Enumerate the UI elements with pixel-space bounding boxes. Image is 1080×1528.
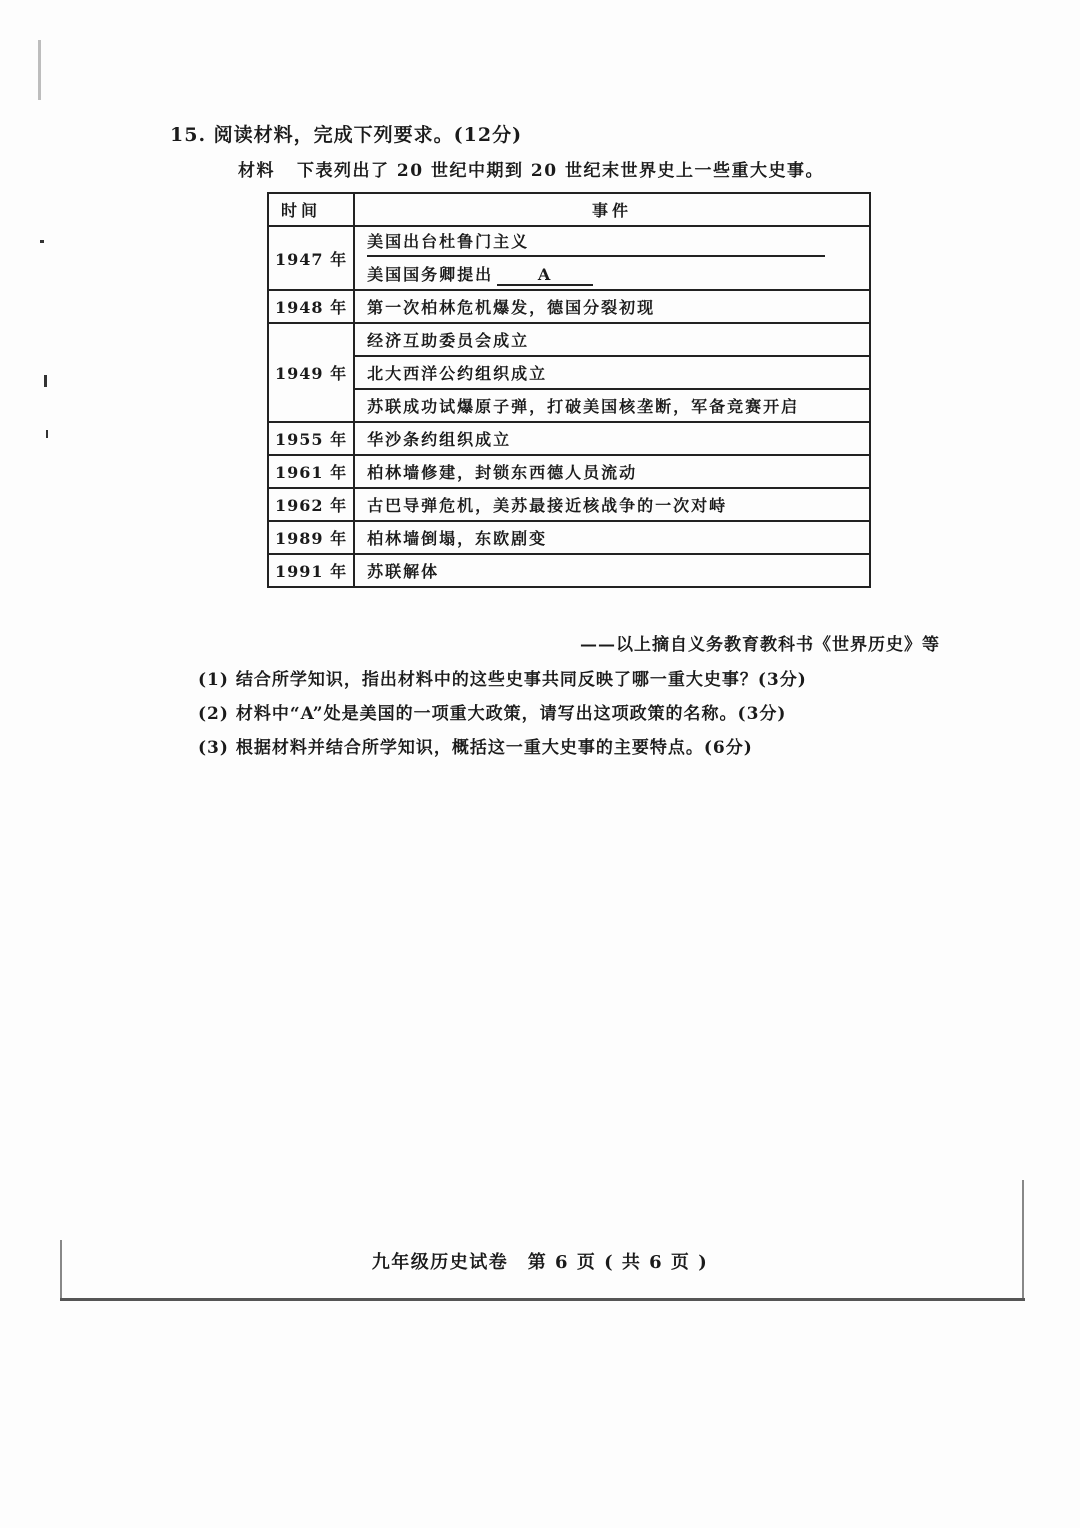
event-cell: [354, 258, 870, 290]
subquestion-1: (1) 结合所学知识，指出材料中的这些史事共同反映了哪一重大史事？(3分): [198, 670, 807, 690]
table-row: [268, 258, 870, 290]
year-cell: 1991 年: [268, 554, 354, 587]
table-row: [268, 290, 870, 323]
question-title: 15. 阅读材料，完成下列要求。(12分): [170, 124, 523, 146]
table-row: [268, 323, 870, 356]
subquestion-3: (3) 根据材料并结合所学知识，概括这一重大史事的主要特点。(6分): [198, 738, 753, 758]
page-footer: 九年级历史试卷 第 6 页 ( 共 6 页 ): [371, 1252, 709, 1273]
event-cell: 经济互助委员会成立: [354, 323, 870, 356]
table-row: [268, 226, 870, 258]
answer-blank-a: A: [497, 266, 593, 286]
scan-border-left: [60, 1240, 62, 1300]
material-intro: [238, 156, 824, 181]
table-row: [268, 422, 870, 455]
year-cell: 1961 年: [268, 455, 354, 488]
material-label: 材料: [238, 161, 275, 181]
table-row: [268, 554, 870, 587]
event-cell: 柏林墙倒塌，东欧剧变: [354, 521, 870, 554]
event-cell: 柏林墙修建，封锁东西德人员流动: [354, 455, 870, 488]
event-cell: [354, 226, 870, 258]
table-header-row: [268, 193, 870, 226]
event-cell: 第一次柏林危机爆发，德国分裂初现: [354, 290, 870, 323]
event-cell: 苏联解体: [354, 554, 870, 587]
material-text: 下表列出了 20 世纪中期到 20 世纪末世界史上一些重大史事。: [297, 161, 824, 181]
year-cell: 1962 年: [268, 488, 354, 521]
table-row: [268, 521, 870, 554]
year-cell: 1947 年: [268, 226, 354, 290]
event-cell: 北大西洋公约组织成立: [354, 356, 870, 389]
event-text: 美国出台杜鲁门主义: [367, 229, 825, 257]
table-row: [268, 389, 870, 422]
event-cell: 苏联成功试爆原子弹，打破美国核垄断，军备竞赛开启: [354, 389, 870, 422]
event-cell: 古巴导弹危机，美苏最接近核战争的一次对峙: [354, 488, 870, 521]
event-cell: 华沙条约组织成立: [354, 422, 870, 455]
scan-mark: [40, 240, 44, 243]
scan-border-right: [1022, 1180, 1024, 1300]
scan-edge: [38, 40, 41, 100]
table-row: [268, 488, 870, 521]
header-event: 事件: [354, 193, 870, 226]
subquestion-2: (2) 材料中“A”处是美国的一项重大政策，请写出这项政策的名称。(3分): [198, 704, 787, 724]
events-table: [267, 192, 871, 588]
year-cell: 1948 年: [268, 290, 354, 323]
year-cell: 1989 年: [268, 521, 354, 554]
source-citation: ——以上摘自义务教育教科书《世界历史》等: [580, 635, 940, 655]
year-cell: 1955 年: [268, 422, 354, 455]
table-row: [268, 356, 870, 389]
scan-border-bottom: [60, 1298, 1025, 1301]
scan-mark: [46, 430, 48, 438]
header-time: 时间: [268, 193, 354, 226]
event-text: 美国国务卿提出: [367, 264, 494, 284]
year-cell: 1949 年: [268, 323, 354, 422]
table-row: [268, 455, 870, 488]
scan-mark: [44, 375, 47, 387]
